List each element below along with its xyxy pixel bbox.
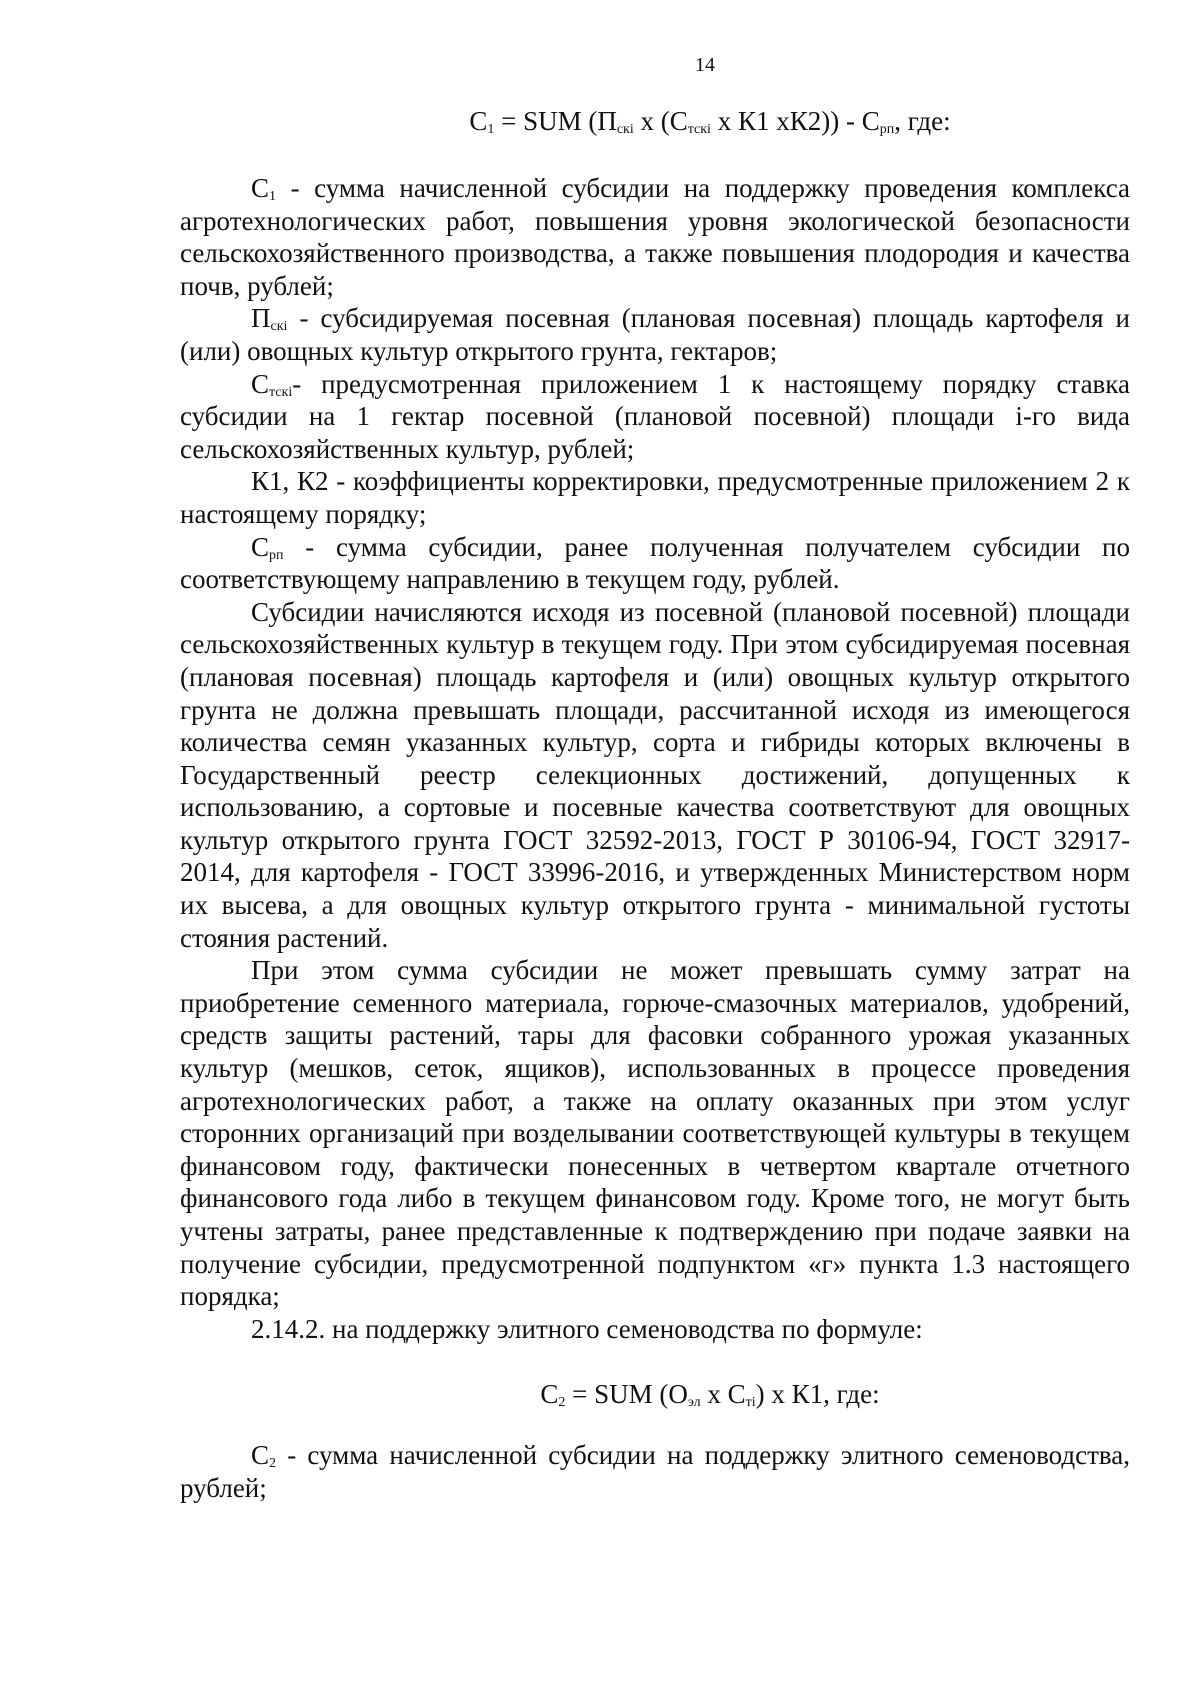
definition-pski	[180, 302, 1130, 367]
paragraph-subsidies-calculation: Субсидии начисляются исходя из посевной (плановой посевной) площади сельскохозяйственных культур в текущем году. При этом субсидируемая посевная (плановая посевная) площадь картофеля и (или) овощных культур открытого грунта не должна превышать площади, рассчитанной исходя из имеющегося количества семян указанных культур, сорта и гибриды которых включены в Государственный реестр селекционных достижений, допущенных к использованию, а сортовые и посевные качества соответствуют для овощных культур открытого грунта ГОСТ 32592-2013, ГОСТ Р 30106-94, ГОСТ 32917-2014, для картофеля - ГОСТ 33996-2016, и утвержденных Министерством норм их высева, а для овощных культур открытого грунта - минимальной густоты стояния растений.	[180, 596, 1130, 953]
definition-subscript: тскi	[269, 384, 293, 400]
page-number: 14	[695, 54, 715, 76]
definition-symbol: С	[251, 531, 270, 562]
definition-symbol: С	[251, 1440, 270, 1471]
document-page	[180, 50, 1130, 1505]
definition-text: - сумма субсидии, ранее полученная получателем субсидии по соответствующему направлению в текущем году, рублей.	[180, 531, 1130, 595]
formula-subscript: 2	[558, 1395, 566, 1411]
formula-c1	[290, 104, 1130, 138]
definition-symbol: П	[251, 303, 271, 334]
definition-stski	[180, 368, 1130, 466]
definition-k1-k2: К1, К2 - коэффициенты корректировки, предусмотренные приложением 2 к настоящему порядку;	[180, 466, 1130, 529]
formula-text: = SUM (О	[565, 1379, 688, 1410]
definition-symbol: С	[251, 173, 270, 203]
paragraph-cost-limit: При этом сумма субсидии не может превышать сумму затрат на приобретение семенного материала, горюче-смазочных материалов, удобрений, средств защиты растений, тары для фасовки собранного урожая указанных культур (мешков, сеток, ящиков), использованных в процессе проведения агротехнологических работ, а также на оплату оказанных при этом услуг сторонних организаций при возделывании соответствующей культуры в текущем финансовом году, фактически понесенных в четвертом квартале отчетного финансового года либо в текущем финансовом году. Кроме того, не могут быть учтены затраты, ранее представленные к подтверждению при подаче заявки на получение субсидии, предусмотренной подпунктом «г» пункта 1.3 настоящего порядка;	[180, 955, 1130, 1312]
definition-c1	[180, 172, 1130, 302]
paragraph-2-14-2: 2.14.2. на поддержку элитного семеноводства по формуле:	[251, 1313, 923, 1344]
definition-text: - предусмотренная приложением 1 к настоящему порядку ставка субсидии на 1 гектар посевной (плановой посевной) площади i-го вида сельскохозяйственных культур, рублей;	[180, 368, 1130, 464]
formula-symbol: C	[469, 106, 488, 136]
formula-text: = SUM (П	[494, 106, 617, 136]
formula-text: х С	[700, 1379, 746, 1410]
formula-subscript: тскi	[687, 122, 711, 137]
definition-text: - сумма начисленной субсидии на поддержку проведения комплекса агротехнологических работ, повышения уровня экологической безопасности сельскохозяйственного производства, а также повышения плодородия и качества почв, рублей;	[180, 173, 1130, 301]
definition-subscript: 2	[269, 1456, 277, 1472]
formula-text: х (С	[633, 106, 688, 136]
formula-subscript: рп	[879, 122, 895, 137]
definition-c2	[180, 1439, 1130, 1504]
formula-c2	[290, 1377, 1130, 1411]
formula-subscript: тi	[745, 1395, 756, 1411]
definition-text: - сумма начисленной субсидии на поддержку элитного семеноводства, рублей;	[180, 1440, 1130, 1503]
formula-subscript: скi	[616, 122, 634, 137]
formula-subscript: эл	[687, 1395, 701, 1411]
formula-text: ) х К1, где:	[755, 1379, 880, 1410]
formula-subscript: 1	[487, 122, 495, 137]
definition-symbol: С	[251, 368, 270, 399]
definition-subscript: 1	[269, 189, 277, 204]
formula-text: , где:	[894, 106, 951, 136]
definition-srp	[180, 531, 1130, 596]
definition-subscript: рп	[269, 547, 284, 563]
formula-symbol: С	[540, 1379, 559, 1410]
definition-subscript: скi	[270, 319, 288, 335]
formula-text: х К1 хК2)) - С	[710, 106, 880, 136]
definition-text: - субсидируемая посевная (плановая посевная) площадь картофеля и (или) овощных культур открытого грунта, гектаров;	[180, 303, 1130, 366]
